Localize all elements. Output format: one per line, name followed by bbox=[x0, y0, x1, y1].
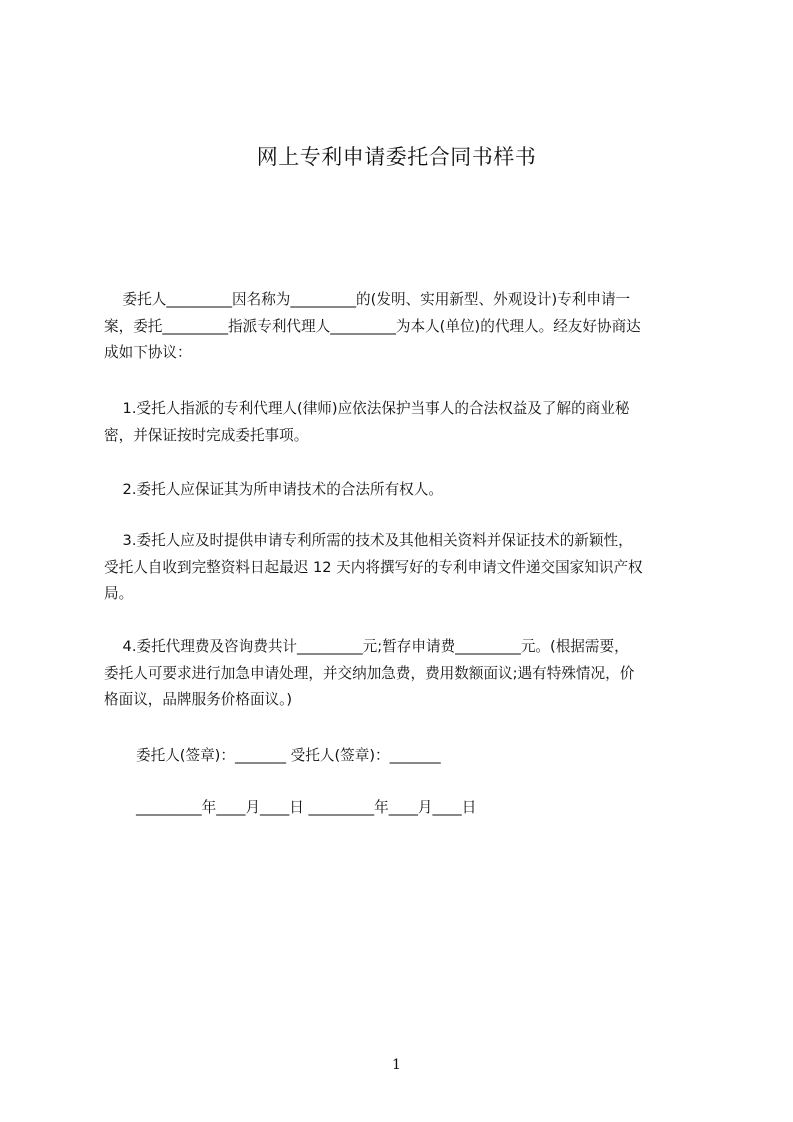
clause-3-line: 受托人自收到完整资料日起最迟 12 天内将撰写好的专利申请文件递交国家知识产权 bbox=[104, 558, 643, 576]
intro-paragraph bbox=[104, 287, 700, 367]
clause-3 bbox=[104, 528, 700, 608]
signature-line: 委托人(签章)：_______ 受托人(签章)：_______ bbox=[136, 747, 441, 764]
clause-4 bbox=[104, 634, 700, 714]
clause-3-line: 局。 bbox=[104, 585, 134, 602]
page-number: 1 bbox=[392, 1057, 401, 1073]
clause-4-line: 4.委托代理费及咨询费共计_________元;暂存申请费_________元。(根据需要， bbox=[104, 638, 629, 655]
document-title: 网上专利申请委托合同书样书 bbox=[256, 145, 537, 169]
intro-line: 委托人_________因名称为_________的(发明、实用新型、外观设计)专利申请一 bbox=[104, 291, 631, 308]
clause-1-line: 1.受托人指派的专利代理人(律师)应依法保护当事人的合法权益及了解的商业秘 bbox=[104, 400, 630, 417]
date-line: _________年____月____日 _________年____月____日 bbox=[136, 799, 477, 816]
clause-1-line: 密，并保证按时完成委托事项。 bbox=[104, 426, 309, 444]
clause-2 bbox=[104, 477, 700, 504]
clause-1 bbox=[104, 396, 700, 449]
clause-3-line: 3.委托人应及时提供申请专利所需的技术及其他相关资料并保证技术的新颖性， bbox=[104, 532, 633, 549]
clause-2-line: 2.委托人应保证其为所申请技术的合法所有权人。 bbox=[104, 481, 443, 498]
clause-4-line: 委托人可要求进行加急申请处理，并交纳加急费，费用数额面议;遇有特殊情况，价 bbox=[104, 664, 635, 682]
intro-line: 案，委托_________指派专利代理人_________为本人(单位)的代理人。经友好协商达 bbox=[104, 317, 641, 335]
intro-line: 成如下协议： bbox=[104, 344, 192, 361]
clause-4-line: 格面议，品牌服务价格面议。) bbox=[104, 691, 293, 708]
